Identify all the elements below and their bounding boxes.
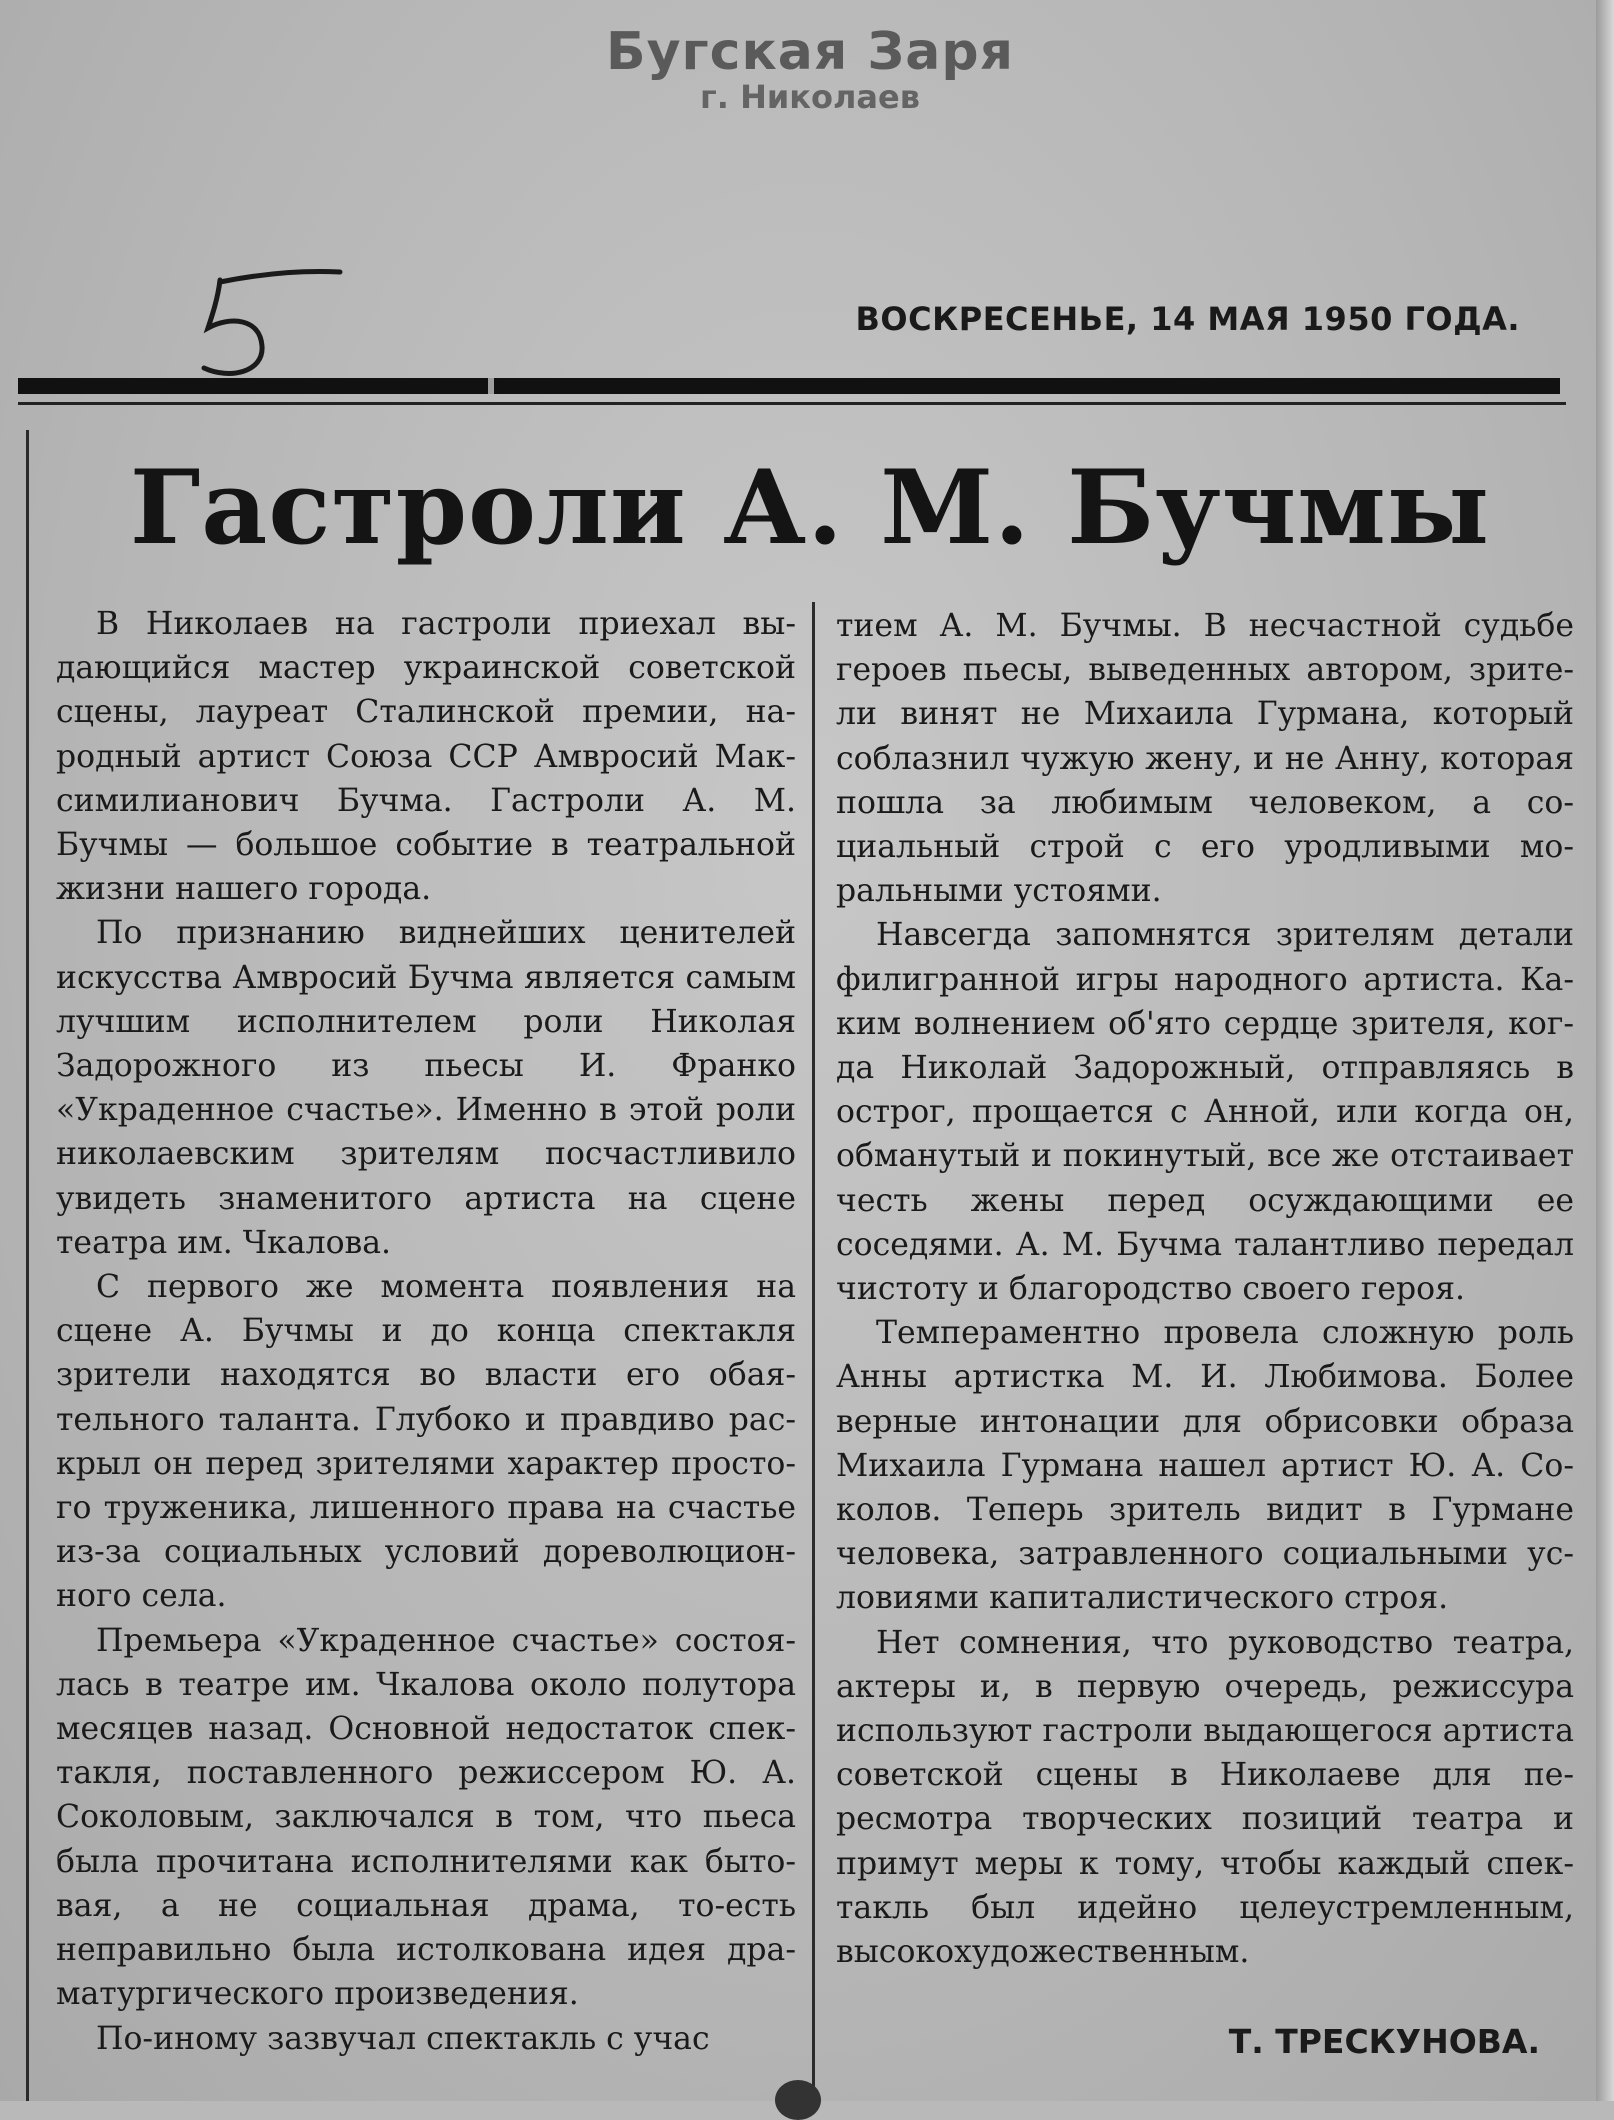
paragraph: Нет сомнения, что руководство театра, актеры и, в первую очередь, режиссура используют гастроли выдающегося артиста советской сцены в Николаеве для пересмотра творческих позиций театра и примут меры к тому, чтобы каждый спектакль был идейно целеустремленным, высокохудожественным. [836, 1624, 1574, 1971]
paragraph: По-иному зазвучал спектакль с учас [96, 2020, 710, 2057]
article-headline: Гастроли А. М. Бучмы [129, 448, 1491, 568]
article-frame-left [26, 430, 29, 2101]
paragraph: По признанию виднейших ценителей искусства Амвросий Бучма является самым лучшим исполнителем роли Николая Задорожного из пьесы И. Франко «Украденное счастье». Именно в этой роли николаевским зрителям посчастливило увидеть знаменитого артиста на сцене театра им. Чкалова. [56, 915, 796, 1261]
paragraph: Навсегда запомнятся зрителям детали филигранной игры народного артиста. Каким волнением об'ято сердце зрителя, когда Николай Задорожный, отправляясь в острог, прощается с Анной, или когда он, обманутый и покинутый, все же отстаивает честь жены перед осуждающими ее соседями. А. М. Бучма талантливо передал чистоту и благородство своего героя. [836, 917, 1574, 1308]
stamp-city: г. Николаев [700, 78, 920, 116]
stamp-title: Бугская Заря [605, 22, 1015, 82]
header-rule-thin [18, 402, 1566, 405]
paragraph: Темпераментно провела сложную роль Анны артистка М. И. Любимова. Более верные интонации для обрисовки образа Михаила Гурмана нашел артист Ю. А. Соколов. Теперь зритель видит в Гурмане человека, затравленного социальными условиями капиталистического строя. [836, 1315, 1574, 1617]
column-divider [812, 602, 815, 2101]
article-column-right [836, 604, 1574, 1974]
header-rule-thick [18, 378, 1560, 394]
paragraph: В Николаев на гастроли приехал выдающийся мастер украинской советской сцены, лауреат Сталинской премии, народный артист Союза ССР Амвросий Максимилианович Бучма. Гастроли А. М. Бучмы — большое событие в театральной жизни нашего города. [56, 606, 796, 908]
issue-date: ВОСКРЕСЕНЬЕ, 14 МАЯ 1950 ГОДА. [855, 300, 1520, 338]
paragraph: Премьера «Украденное счастье» состоялась в театре им. Чкалова около полутора месяцев назад. Основной недостаток спектакля, поставленного режиссером Ю. А. Соколовым, заключался в том, что пьеса была прочитана исполнителями как бытовая, а не социальная драма, то-есть неправильно была истолкована идея драматургического произведения. [56, 1622, 796, 2013]
article-column-left [56, 602, 796, 2061]
newspaper-stamp [560, 22, 1060, 116]
handwritten-five-mark [190, 268, 350, 388]
ink-mark [775, 2080, 821, 2120]
paper-edge [1596, 0, 1614, 2101]
paragraph: С первого же момента появления на сцене А. Бучмы и до конца спектакля зрители находятся во власти его обаятельного таланта. Глубоко и правдиво раскрыл он перед зрителями характер простого труженика, лишенного права на счастье из-за социальных условий дореволюционного села. [56, 1269, 796, 1615]
paragraph: тием А. М. Бучмы. В несчастной судьбе героев пьесы, выведенных автором, зрители винят не Михаила Гурмана, который соблазнил чужую жену, и не Анну, которая пошла за любимым человеком, а социальный строй с его уродливыми моральными устоями. [836, 608, 1574, 910]
author-signature: Т. ТРЕСКУНОВА. [1228, 2022, 1540, 2061]
